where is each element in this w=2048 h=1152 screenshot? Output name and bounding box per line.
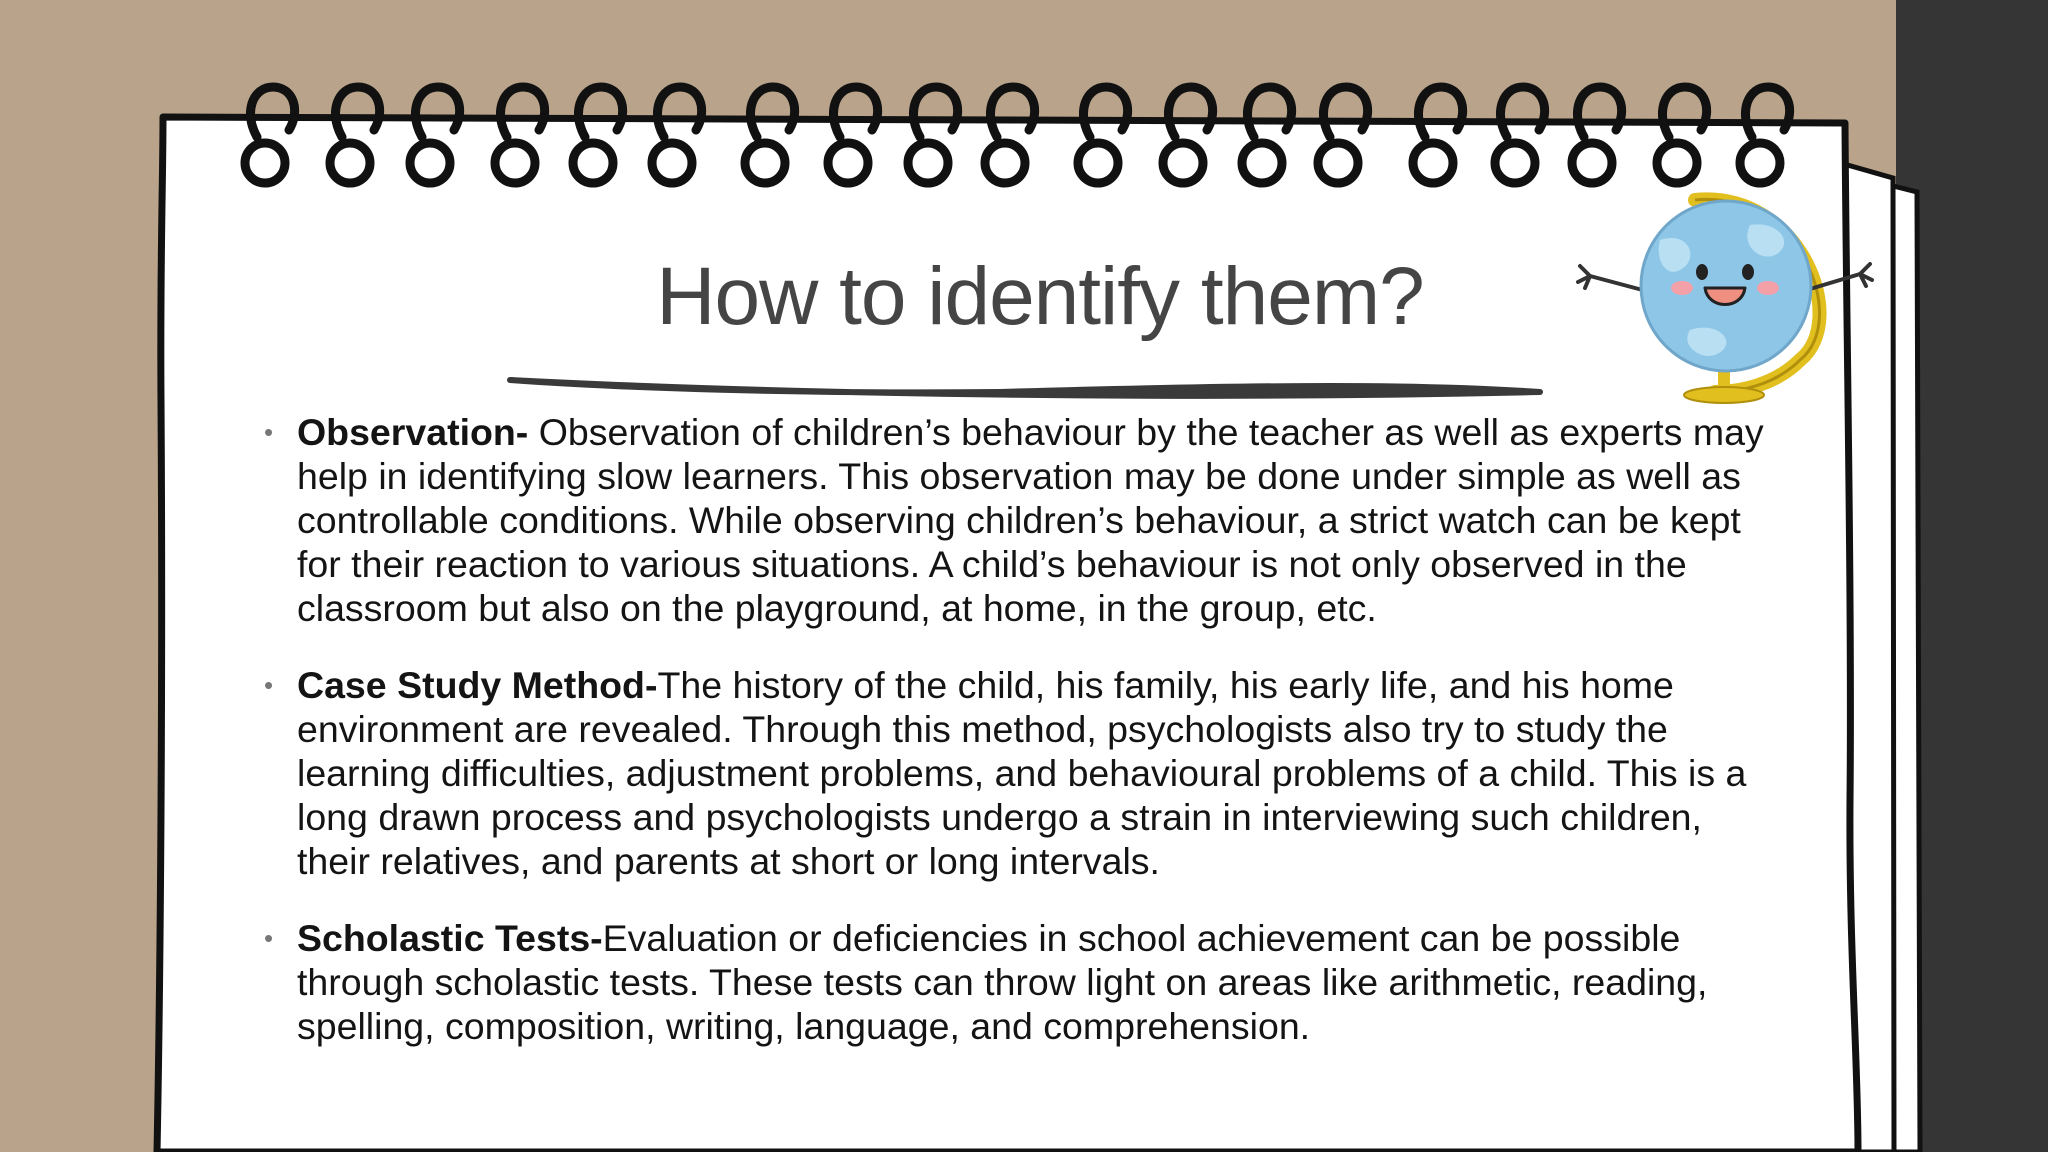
bullet-marker: • xyxy=(264,417,274,447)
bullet-marker: • xyxy=(264,923,274,953)
bullet-term: Observation- xyxy=(297,411,529,453)
bullet-case-study xyxy=(264,663,1784,883)
bullet-term: Scholastic Tests- xyxy=(297,917,603,959)
slide-title: How to identify them? xyxy=(656,251,1424,342)
bullet-text: The history of the child, his family, his early life, and his home environment are revealed. Through this method, psychologists also try to study the learning difficulties, adjustment problems, and behavioural problems of a child. This is a long drawn process and psychologists undergo a strain in interviewing such children, their relatives, and parents at short or long intervals. xyxy=(297,664,1747,882)
bullet-scholastic-tests xyxy=(264,916,1784,1048)
bullet-marker: • xyxy=(264,670,274,700)
bullet-observation xyxy=(264,410,1784,630)
bullet-text: Evaluation or deficiencies in school achievement can be possible through scholastic tests. These tests can throw light on areas like arithmetic, reading, spelling, composition, writing, language, and comprehension. xyxy=(297,917,1708,1047)
bullet-text: Observation of children’s behaviour by the teacher as well as experts may help in identifying slow learners. This observation may be done under simple as well as controllable conditions. While observing children’s behaviour, a strict watch can be kept for their reaction to various situations. A child’s behaviour is not only observed in the classroom but also on the playground, at home, in the group, etc. xyxy=(297,411,1764,629)
bullet-term: Case Study Method- xyxy=(297,664,658,706)
bullet-list xyxy=(264,410,1784,1081)
